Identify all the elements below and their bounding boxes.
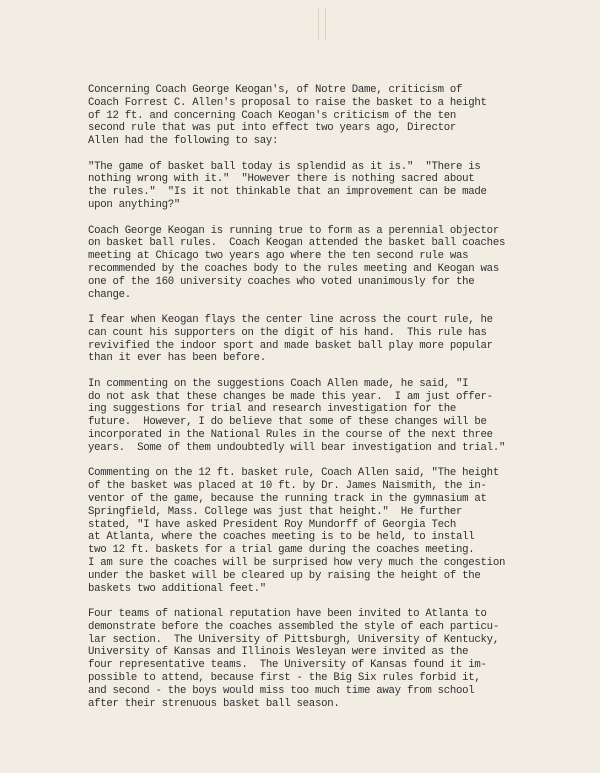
text-line: and second - the boys would miss too much time away from school	[88, 684, 475, 697]
text-line: one of the 160 university coaches who voted unanimously for the	[88, 275, 475, 288]
text-line: lar section. The University of Pittsburgh, University of Kentucky,	[88, 633, 499, 646]
text-line: change.	[88, 288, 131, 301]
paragraph	[88, 608, 532, 710]
text-line: of 12 ft. and concerning Coach Keogan's criticism of the ten	[88, 109, 457, 122]
text-line: baskets two additional feet."	[88, 582, 266, 595]
text-line: I am sure the coaches will be surprised how very much the congestion	[88, 556, 506, 569]
text-line: "The game of basket ball today is splendid as it is." "There is	[88, 160, 481, 173]
paper-fold-mark	[318, 8, 326, 40]
text-line: Concerning Coach George Keogan's, of Notre Dame, criticism of	[88, 84, 463, 96]
text-line: Coach Forrest C. Allen's proposal to raise the basket to a height	[88, 96, 487, 109]
paragraph	[88, 84, 532, 148]
text-line: Four teams of national reputation have been invited to Atlanta to	[88, 608, 487, 621]
paragraph	[88, 161, 532, 212]
paragraph	[88, 314, 532, 365]
text-line: on basket ball rules. Coach Keogan attended the basket ball coaches	[88, 237, 506, 250]
paragraph	[88, 467, 532, 595]
paragraph	[88, 378, 532, 455]
text-line: Springfield, Mass. College was just that height." He further	[88, 505, 463, 518]
text-line: after their strenuous basket ball season.	[88, 697, 340, 710]
text-line: second rule that was put into effect two years ago, Director	[88, 122, 457, 135]
paragraph	[88, 225, 532, 302]
text-line: demonstrate before the coaches assembled the style of each particu-	[88, 620, 499, 633]
text-line: In commenting on the suggestions Coach Allen made, he said, "I	[88, 377, 469, 390]
text-line: University of Kansas and Illinois Wesleyan were invited as the	[88, 646, 469, 659]
document-body	[88, 84, 532, 723]
text-line: than it ever has been before.	[88, 352, 266, 365]
text-line: incorporated in the National Rules in the course of the next three	[88, 429, 493, 442]
text-line: meeting at Chicago two years ago where the ten second rule was	[88, 250, 469, 263]
text-line: possible to attend, because first - the Big Six rules forbid it,	[88, 672, 481, 684]
text-line: at Atlanta, where the coaches meeting is to be held, to install	[88, 531, 475, 544]
text-line: recommended by the coaches body to the rules meeting and Keogan was	[88, 262, 499, 275]
text-line: Allen had the following to say:	[88, 135, 279, 148]
text-line: future. However, I do believe that some of these changes will be	[88, 416, 487, 429]
text-line: four representative teams. The University of Kansas found it im-	[88, 659, 487, 672]
text-line: under the basket will be cleared up by raising the height of the	[88, 569, 481, 582]
text-line: years. Some of them undoubtedly will bear investigation and trial."	[88, 441, 506, 454]
text-line: Coach George Keogan is running true to form as a perennial objector	[88, 224, 499, 237]
text-line: ventor of the game, because the running track in the gymnasium at	[88, 492, 487, 505]
text-line: Commenting on the 12 ft. basket rule, Coach Allen said, "The height	[88, 467, 499, 480]
text-line: the rules." "Is it not thinkable that an improvement can be made	[88, 186, 487, 199]
text-line: revivified the indoor sport and made basket ball play more popular	[88, 339, 493, 352]
text-line: stated, "I have asked President Roy Mundorff of Georgia Tech	[88, 518, 457, 531]
text-line: of the basket was placed at 10 ft. by Dr. James Naismith, the in-	[88, 480, 487, 493]
text-line: nothing wrong with it." "However there is nothing sacred about	[88, 173, 475, 186]
text-line: upon anything?"	[88, 199, 181, 212]
text-line: I fear when Keogan flays the center line across the court rule, he	[88, 314, 493, 327]
text-line: can count his supporters on the digit of his hand. This rule has	[88, 326, 487, 339]
text-line: do not ask that these changes be made this year. I am just offer-	[88, 390, 493, 403]
text-line: two 12 ft. baskets for a trial game during the coaches meeting.	[88, 544, 475, 557]
text-line: ing suggestions for trial and research investigation for the	[88, 403, 457, 416]
